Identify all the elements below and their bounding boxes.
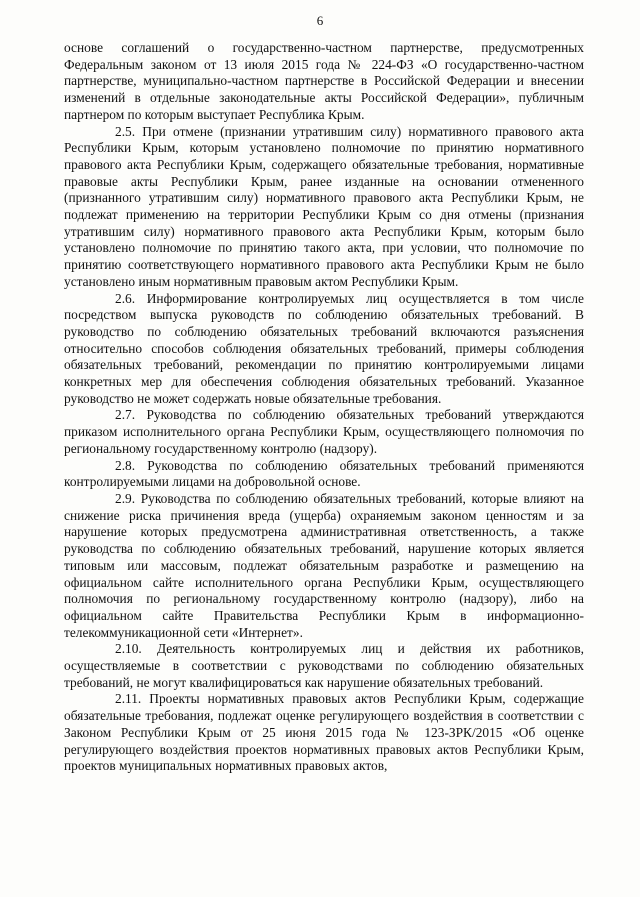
paragraph-2-11: 2.11. Проекты нормативных правовых актов Республики Крым, содержащие обязательные требования, подлежат оценке регулирующего воздействия в соответствии с Законом Республики Крым от 25 июня 2015 года № 123-ЗРК/2015 «Об оценке регулирующего воздействия проектов нормативных правовых актов Республики Крым, проектов муниципальных нормативных правовых актов,: [64, 691, 584, 774]
paragraph-2-6: 2.6. Информирование контролируемых лиц осуществляется в том числе посредством выпуска руководств по соблюдению обязательных требований. В руководство по соблюдению обязательных требований включаются разъяснения относительно способов соблюдения обязательных требований, примеры соблюдения обязательных требований, рекомендации по принятию контролируемыми лицами конкретных мер для обеспечения соблюдения обязательных требований. Указанное руководство не может содержать новые обязательные требования.: [64, 290, 584, 406]
paragraph-2-7: 2.7. Руководства по соблюдению обязательных требований утверждаются приказом исполнительного органа Республики Крым, осуществляющего полномочия по региональному государственному контролю (надзору).: [64, 407, 584, 456]
paragraph-2-5: 2.5. При отмене (признании утратившим силу) нормативного правового акта Республики Крым, которым установлено полномочие по принятию нормативного правового акта Республики Крым, содержащего обязательные требования, нормативные правовые акты Республики Крым, ранее изданные на основании отмененного (признанного утратившим силу) нормативного правового акта Республики Крым, не подлежат применению на территории Республики Крым со дня отмены (признания утратившим силу) нормативного правового акта Республики Крым, которым было установлено полномочие по принятию такого акта, при условии, что полномочие по принятию соответствующего нормативного правового акта Республики Крым не было установлено иным нормативным правовым актом Республики Крым.: [64, 123, 584, 289]
paragraph-2-8: 2.8. Руководства по соблюдению обязательных требований применяются контролируемыми лицами на добровольной основе.: [64, 457, 584, 490]
page-number: 6: [316, 13, 324, 28]
paragraph-2-4-continuation: основе соглашений о государственно-частном партнерстве, предусмотренных Федеральным законом от 13 июля 2015 года № 224-ФЗ «О государственно-частном партнерстве, муниципально-частном партнерстве в Российской Федерации и внесении изменений в отдельные законодательные акты Российской Федерации», публичным партнером по которым выступает Республика Крым.: [64, 40, 584, 122]
paragraph-2-10: 2.10. Деятельность контролируемых лиц и действия их работников, осуществляемые в соответствии с руководствами по соблюдению обязательных требований, не могут квалифицироваться как нарушение обязательных требований.: [64, 641, 584, 690]
document-body: [64, 40, 584, 775]
paragraph-2-9: 2.9. Руководства по соблюдению обязательных требований, которые влияют на снижение риска причинения вреда (ущерба) охраняемым законом ценностям и за нарушение которых предусмотрена административная ответственность, а также руководства по соблюдению обязательных требований, нарушение которых является типовым или массовым, подлежат обязательным разработке и размещению на официальном сайте исполнительного органа Республики Крым, осуществляющего полномочия по региональному государственному контролю (надзору), либо на официальном сайте Правительства Республики Крым в информационно-телекоммуникационной сети «Интернет».: [64, 490, 584, 640]
